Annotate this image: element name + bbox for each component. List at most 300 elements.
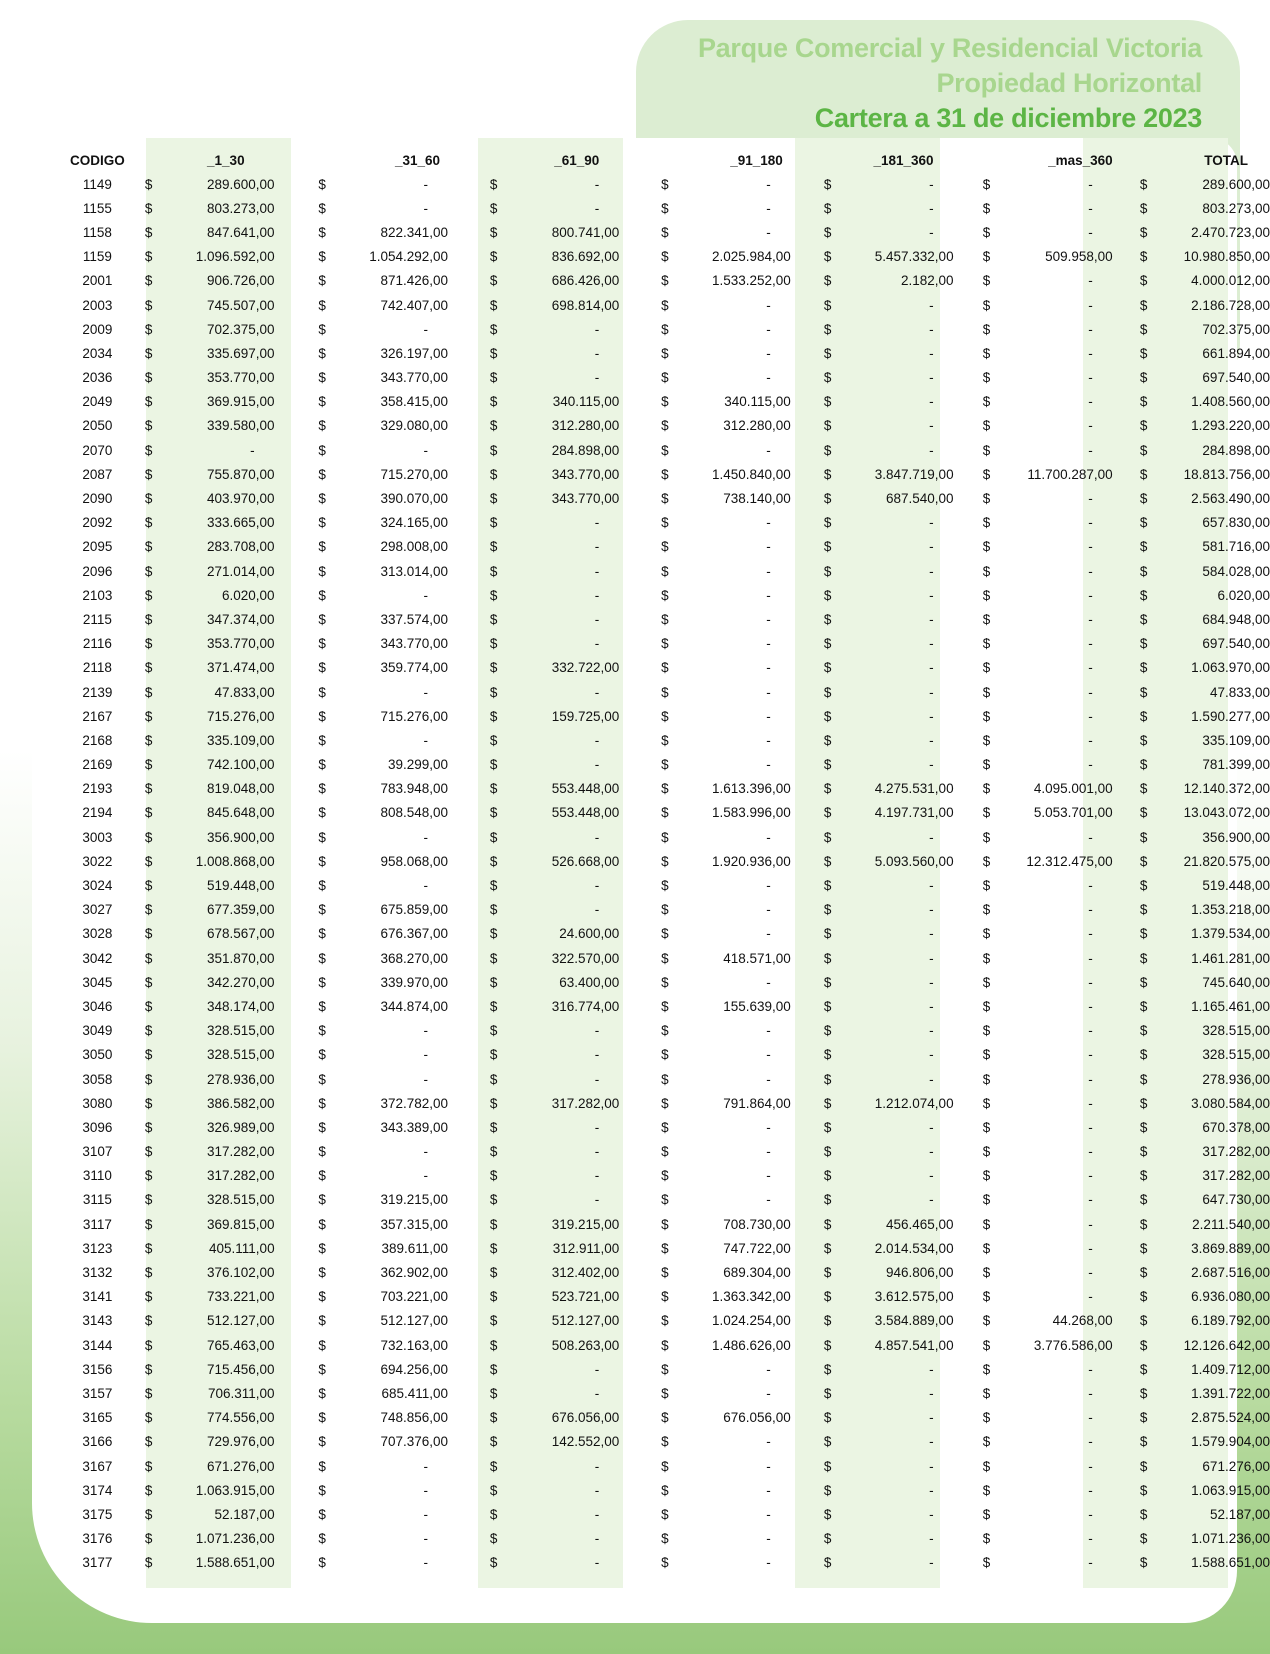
- currency-symbol: $: [144, 660, 153, 676]
- amount-cell: 5.093.560,00: [874, 853, 954, 869]
- spacer: [954, 269, 983, 293]
- code-cell: 3144: [82, 1337, 113, 1353]
- spacer: [1113, 317, 1140, 341]
- amount-cell: 661.894,00: [1202, 345, 1270, 361]
- amount-cell: -: [594, 1361, 600, 1377]
- currency-symbol: $: [661, 998, 669, 1014]
- amount-cell: -: [766, 1361, 771, 1377]
- spacer: [275, 1357, 319, 1381]
- code-cell: 2096: [82, 563, 113, 579]
- amount-cell: -: [766, 636, 771, 652]
- table-row: [50, 994, 1270, 1018]
- spacer: [448, 269, 490, 293]
- amount-cell: -: [766, 829, 771, 845]
- spacer: [448, 1285, 490, 1309]
- amount-cell: 845.648,00: [207, 805, 275, 821]
- amount-cell: 747.722,00: [723, 1240, 791, 1256]
- currency-symbol: $: [318, 1071, 326, 1087]
- amount-cell: 376.102,00: [207, 1265, 275, 1281]
- spacer: [791, 898, 824, 922]
- currency-symbol: $: [982, 394, 991, 410]
- currency-symbol: $: [489, 1192, 498, 1208]
- spacer: [954, 873, 983, 897]
- table-row: [50, 1140, 1270, 1164]
- currency-symbol: $: [318, 1482, 326, 1498]
- spacer: [954, 753, 983, 777]
- currency-symbol: $: [1139, 998, 1148, 1014]
- spacer: [1113, 1188, 1140, 1212]
- amount-cell: -: [1088, 1119, 1093, 1135]
- spacer: [1113, 1019, 1140, 1043]
- currency-symbol: $: [661, 224, 669, 240]
- spacer: [448, 196, 490, 220]
- table-row: [50, 922, 1270, 946]
- spacer: [791, 607, 824, 631]
- currency-symbol: $: [318, 563, 326, 579]
- currency-symbol: $: [318, 1385, 326, 1401]
- spacer: [619, 1381, 661, 1405]
- amount-cell: 342.270,00: [207, 974, 275, 990]
- spacer: [619, 1212, 661, 1236]
- currency-symbol: $: [318, 805, 326, 821]
- amount-cell: -: [766, 1119, 771, 1135]
- amount-cell: -: [929, 539, 934, 555]
- amount-cell: 836.692,00: [551, 249, 620, 265]
- currency-symbol: $: [1139, 273, 1148, 289]
- spacer: [954, 1309, 983, 1333]
- currency-symbol: $: [489, 974, 498, 990]
- currency-symbol: $: [982, 1023, 991, 1039]
- amount-cell: -: [1088, 176, 1093, 192]
- spacer: [954, 994, 983, 1018]
- currency-symbol: $: [823, 491, 832, 507]
- spacer: [619, 1260, 661, 1284]
- spacer: [275, 898, 319, 922]
- spacer: [448, 1164, 490, 1188]
- spacer: [619, 1236, 661, 1260]
- amount-cell: 676.367,00: [380, 926, 449, 942]
- amount-cell: -: [1088, 1410, 1093, 1426]
- currency-symbol: $: [489, 708, 498, 724]
- currency-symbol: $: [661, 1434, 669, 1450]
- currency-symbol: $: [1139, 805, 1148, 821]
- amount-cell: 519.448,00: [207, 878, 275, 894]
- currency-symbol: $: [1139, 345, 1148, 361]
- currency-symbol: $: [982, 950, 991, 966]
- currency-symbol: $: [823, 732, 832, 748]
- currency-symbol: $: [318, 1047, 326, 1063]
- currency-symbol: $: [982, 587, 991, 603]
- spacer: [448, 583, 490, 607]
- amount-cell: 6.936.080,00: [1191, 1289, 1270, 1305]
- currency-symbol: $: [318, 1434, 326, 1450]
- spacer: [448, 922, 490, 946]
- currency-symbol: $: [982, 249, 991, 265]
- spacer: [448, 1115, 490, 1139]
- title-line-1: Parque Comercial y Residencial Victoria: [697, 33, 1202, 63]
- currency-symbol: $: [489, 684, 498, 700]
- spacer: [619, 366, 661, 390]
- amount-cell: -: [766, 1434, 771, 1450]
- currency-symbol: $: [982, 829, 991, 845]
- amount-cell: -: [594, 1531, 600, 1547]
- amount-cell: -: [594, 1482, 600, 1498]
- code-cell: 3177: [82, 1555, 113, 1571]
- currency-symbol: $: [823, 466, 832, 482]
- amount-cell: -: [929, 1361, 934, 1377]
- amount-cell: 781.399,00: [1202, 757, 1270, 773]
- spacer: [448, 390, 490, 414]
- spacer: [954, 922, 983, 946]
- amount-cell: -: [594, 1168, 600, 1184]
- spacer: [275, 269, 319, 293]
- spacer: [791, 1551, 824, 1575]
- currency-symbol: $: [144, 636, 153, 652]
- amount-cell: 697.540,00: [1202, 370, 1270, 386]
- spacer: [448, 535, 490, 559]
- amount-cell: -: [423, 1023, 429, 1039]
- currency-symbol: $: [661, 442, 669, 458]
- currency-symbol: $: [318, 1265, 326, 1281]
- currency-symbol: $: [144, 1192, 153, 1208]
- spacer: [275, 1430, 319, 1454]
- currency-symbol: $: [144, 974, 153, 990]
- spacer: [275, 535, 319, 559]
- amount-cell: 21.820.575,00: [1183, 853, 1270, 869]
- spacer: [619, 559, 661, 583]
- currency-symbol: $: [661, 370, 669, 386]
- amount-cell: 328.515,00: [1202, 1023, 1270, 1039]
- code-cell: 2116: [82, 636, 112, 652]
- currency-symbol: $: [144, 1434, 153, 1450]
- spacer: [448, 438, 490, 462]
- currency-symbol: $: [823, 1168, 832, 1184]
- amount-cell: 508.263,00: [551, 1337, 620, 1353]
- code-cell: 1149: [82, 176, 112, 192]
- spacer: [954, 438, 983, 462]
- amount-cell: 356.900,00: [207, 829, 275, 845]
- amount-cell: -: [929, 224, 934, 240]
- currency-symbol: $: [823, 321, 832, 337]
- currency-symbol: $: [144, 829, 153, 845]
- spacer: [275, 1140, 319, 1164]
- currency-symbol: $: [318, 273, 326, 289]
- amount-cell: -: [1088, 1506, 1093, 1522]
- amount-cell: -: [594, 902, 600, 918]
- column-header: _mas_360: [1048, 153, 1113, 168]
- amount-cell: -: [929, 1434, 934, 1450]
- amount-cell: 289.600,00: [207, 176, 275, 192]
- spacer: [791, 1188, 824, 1212]
- currency-symbol: $: [144, 1482, 153, 1498]
- amount-cell: -: [766, 878, 771, 894]
- currency-symbol: $: [318, 200, 326, 216]
- spacer: [791, 656, 824, 680]
- code-cell: 3132: [82, 1265, 113, 1281]
- amount-cell: 1.363.342,00: [711, 1289, 791, 1305]
- spacer: [1113, 172, 1140, 196]
- currency-symbol: $: [489, 926, 498, 942]
- amount-cell: -: [929, 1119, 934, 1135]
- currency-symbol: $: [661, 757, 669, 773]
- amount-cell: -: [766, 1047, 771, 1063]
- currency-symbol: $: [661, 1410, 669, 1426]
- table-row: [50, 898, 1270, 922]
- spacer: [275, 1188, 319, 1212]
- table-row: [50, 462, 1270, 486]
- spacer: [448, 873, 490, 897]
- amount-cell: 822.341,00: [380, 224, 449, 240]
- amount-cell: 418.571,00: [723, 950, 791, 966]
- amount-cell: -: [929, 732, 934, 748]
- spacer: [448, 220, 490, 244]
- amount-cell: 289.600,00: [1202, 176, 1270, 192]
- spacer: [954, 1406, 983, 1430]
- amount-cell: -: [594, 1119, 600, 1135]
- amount-cell: 698.814,00: [551, 297, 620, 313]
- code-cell: 3174: [82, 1482, 113, 1498]
- amount-cell: 313.014,00: [380, 563, 449, 579]
- currency-symbol: $: [982, 1095, 991, 1111]
- currency-symbol: $: [982, 539, 991, 555]
- spacer: [791, 390, 824, 414]
- currency-symbol: $: [982, 1071, 991, 1087]
- spacer: [448, 1333, 490, 1357]
- spacer: [791, 438, 824, 462]
- amount-cell: 738.140,00: [723, 491, 791, 507]
- currency-symbol: $: [982, 757, 991, 773]
- currency-symbol: $: [661, 418, 669, 434]
- table-row: [50, 1019, 1270, 1043]
- spacer: [275, 1285, 319, 1309]
- spacer: [619, 293, 661, 317]
- spacer: [1113, 293, 1140, 317]
- amount-cell: 800.741,00: [551, 224, 620, 240]
- currency-symbol: $: [489, 757, 498, 773]
- currency-symbol: $: [144, 1531, 153, 1547]
- currency-symbol: $: [823, 1071, 832, 1087]
- spacer: [954, 196, 983, 220]
- amount-cell: 11.700.287,00: [1027, 466, 1113, 482]
- table-row: [50, 1115, 1270, 1139]
- currency-symbol: $: [318, 1337, 326, 1353]
- amount-cell: 356.900,00: [1202, 829, 1270, 845]
- code-cell: 1155: [82, 200, 112, 216]
- amount-cell: 343.770,00: [551, 466, 620, 482]
- currency-symbol: $: [823, 611, 832, 627]
- currency-symbol: $: [1139, 974, 1148, 990]
- amount-cell: -: [766, 708, 771, 724]
- currency-symbol: $: [318, 418, 326, 434]
- spacer: [619, 269, 661, 293]
- amount-cell: -: [766, 539, 771, 555]
- spacer: [791, 1019, 824, 1043]
- currency-symbol: $: [144, 611, 153, 627]
- amount-cell: 1.063.915,00: [1191, 1482, 1270, 1498]
- amount-cell: -: [766, 1144, 771, 1160]
- amount-cell: -: [929, 1555, 934, 1571]
- amount-cell: -: [929, 442, 934, 458]
- spacer: [619, 801, 661, 825]
- currency-symbol: $: [823, 563, 832, 579]
- currency-symbol: $: [489, 732, 498, 748]
- amount-cell: 1.071.236,00: [195, 1531, 275, 1547]
- spacer: [275, 632, 319, 656]
- amount-cell: 319.215,00: [551, 1216, 620, 1232]
- spacer: [619, 414, 661, 438]
- currency-symbol: $: [318, 345, 326, 361]
- amount-cell: 372.782,00: [380, 1095, 449, 1111]
- spacer: [448, 656, 490, 680]
- amount-cell: 1.293.220,00: [1191, 418, 1270, 434]
- currency-symbol: $: [982, 442, 991, 458]
- spacer: [275, 607, 319, 631]
- code-cell: 3027: [82, 902, 113, 918]
- column-header: _181_360: [873, 153, 934, 168]
- amount-cell: -: [766, 1385, 771, 1401]
- currency-symbol: $: [1139, 491, 1148, 507]
- spacer: [1113, 1260, 1140, 1284]
- amount-cell: 312.280,00: [723, 418, 791, 434]
- amount-cell: 512.127,00: [380, 1313, 449, 1329]
- currency-symbol: $: [823, 515, 832, 531]
- amount-cell: -: [766, 732, 771, 748]
- spacer: [791, 269, 824, 293]
- currency-symbol: $: [1139, 1361, 1148, 1377]
- currency-symbol: $: [144, 1313, 153, 1329]
- currency-symbol: $: [982, 1482, 991, 1498]
- currency-symbol: $: [489, 1144, 498, 1160]
- amount-cell: -: [1088, 273, 1093, 289]
- currency-symbol: $: [144, 442, 153, 458]
- amount-cell: -: [766, 200, 771, 216]
- spacer: [954, 777, 983, 801]
- table-row: [50, 1381, 1270, 1405]
- title-line-3: Cartera a 31 de diciembre 2023: [814, 103, 1202, 133]
- table-row: [50, 1067, 1270, 1091]
- amount-cell: -: [929, 1168, 934, 1184]
- table-row: [50, 486, 1270, 510]
- amount-cell: -: [929, 757, 934, 773]
- currency-symbol: $: [661, 1531, 669, 1547]
- currency-symbol: $: [318, 1216, 326, 1232]
- spacer: [448, 1381, 490, 1405]
- spacer: [954, 1212, 983, 1236]
- currency-symbol: $: [661, 539, 669, 555]
- currency-symbol: $: [1139, 1095, 1148, 1111]
- currency-symbol: $: [823, 1410, 832, 1426]
- spacer: [619, 1333, 661, 1357]
- currency-symbol: $: [144, 1216, 153, 1232]
- currency-symbol: $: [823, 1240, 832, 1256]
- spacer: [448, 753, 490, 777]
- amount-cell: -: [1088, 1531, 1093, 1547]
- currency-symbol: $: [661, 974, 669, 990]
- currency-symbol: $: [1139, 1265, 1148, 1281]
- currency-symbol: $: [1139, 515, 1148, 531]
- spacer: [954, 341, 983, 365]
- spacer: [619, 1551, 661, 1575]
- currency-symbol: $: [144, 249, 153, 265]
- table-row: [50, 777, 1270, 801]
- currency-symbol: $: [489, 224, 498, 240]
- amount-cell: -: [929, 1071, 934, 1087]
- spacer: [448, 511, 490, 535]
- spacer: [619, 825, 661, 849]
- currency-symbol: $: [661, 1313, 669, 1329]
- amount-cell: 671.276,00: [1202, 1458, 1270, 1474]
- spacer: [619, 849, 661, 873]
- spacer: [1113, 220, 1140, 244]
- amount-cell: -: [1088, 902, 1093, 918]
- table-row: [50, 1430, 1270, 1454]
- currency-symbol: $: [982, 1289, 991, 1305]
- currency-symbol: $: [823, 394, 832, 410]
- spacer: [791, 1164, 824, 1188]
- amount-cell: 715.270,00: [380, 466, 449, 482]
- currency-symbol: $: [144, 321, 153, 337]
- amount-cell: -: [929, 611, 934, 627]
- currency-symbol: $: [144, 563, 153, 579]
- currency-symbol: $: [982, 1458, 991, 1474]
- currency-symbol: $: [318, 1095, 326, 1111]
- spacer: [275, 172, 319, 196]
- code-cell: 2090: [82, 491, 113, 507]
- currency-symbol: $: [823, 224, 832, 240]
- amount-cell: -: [1088, 370, 1093, 386]
- amount-cell: -: [594, 684, 600, 700]
- spacer: [954, 825, 983, 849]
- amount-cell: 684.948,00: [1202, 611, 1270, 627]
- currency-symbol: $: [823, 878, 832, 894]
- amount-cell: 2.687.516,00: [1191, 1265, 1270, 1281]
- currency-symbol: $: [318, 1506, 326, 1522]
- currency-symbol: $: [1139, 1144, 1148, 1160]
- currency-symbol: $: [318, 732, 326, 748]
- spacer: [791, 1236, 824, 1260]
- code-cell: 2169: [82, 757, 113, 773]
- spacer: [448, 1502, 490, 1526]
- amount-cell: 18.813.756,00: [1183, 466, 1270, 482]
- amount-cell: -: [1088, 491, 1093, 507]
- currency-symbol: $: [144, 781, 153, 797]
- currency-symbol: $: [489, 1531, 498, 1547]
- currency-symbol: $: [823, 249, 832, 265]
- currency-symbol: $: [823, 1531, 832, 1547]
- spacer: [619, 1285, 661, 1309]
- amount-cell: 678.567,00: [207, 926, 275, 942]
- currency-symbol: $: [1139, 466, 1148, 482]
- currency-symbol: $: [1139, 587, 1148, 603]
- spacer: [275, 1043, 319, 1067]
- spacer: [275, 1019, 319, 1043]
- currency-symbol: $: [144, 200, 153, 216]
- spacer: [619, 390, 661, 414]
- currency-symbol: $: [318, 224, 326, 240]
- currency-symbol: $: [661, 491, 669, 507]
- currency-symbol: $: [823, 781, 832, 797]
- currency-symbol: $: [823, 902, 832, 918]
- currency-symbol: $: [1139, 1023, 1148, 1039]
- amount-cell: 4.197.731,00: [874, 805, 954, 821]
- spacer: [275, 559, 319, 583]
- spacer: [954, 583, 983, 607]
- currency-symbol: $: [661, 1216, 669, 1232]
- code-cell: 2009: [82, 321, 113, 337]
- spacer: [791, 245, 824, 269]
- table-row: [50, 680, 1270, 704]
- currency-symbol: $: [823, 418, 832, 434]
